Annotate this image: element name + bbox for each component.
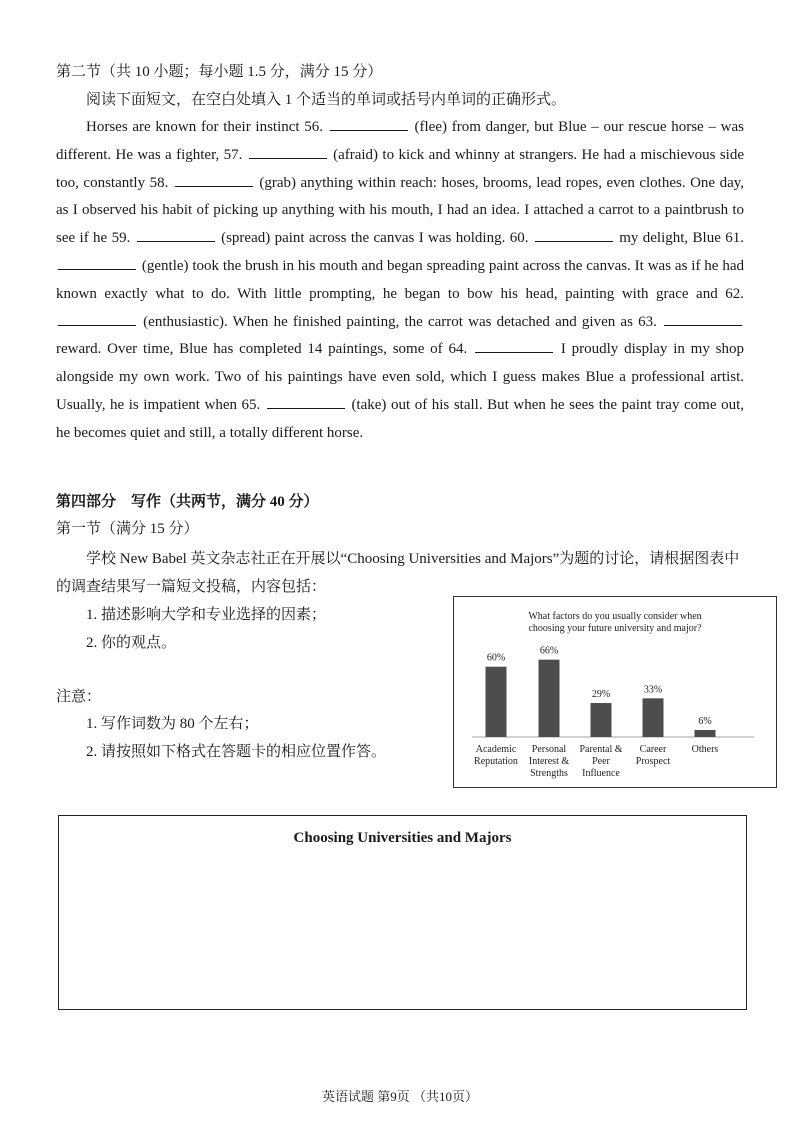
chart-category-label: Prospect — [635, 756, 671, 767]
answer-blank[interactable] — [137, 227, 215, 242]
answer-blank[interactable] — [664, 311, 742, 326]
passage-text: (flee) from danger, but Blue – our rescue horse – was different. He was a fighter, 57. — [56, 119, 745, 163]
answer-blank[interactable] — [475, 338, 553, 353]
chart-category-label: Peer — [592, 756, 610, 767]
answer-blank[interactable] — [330, 116, 408, 131]
part-4-subtitle: 第一节（满分 15 分） — [56, 521, 199, 537]
passage-text: (enthusiastic). When he finished painting, the carrot was detached and given as 63. — [138, 313, 662, 330]
answer-blank[interactable] — [58, 255, 136, 270]
chart-category-label: Influence — [582, 768, 620, 779]
writing-task-intro — [56, 545, 746, 601]
chart-value-label: 29% — [591, 689, 611, 701]
passage-text: Horses are known for their instinct 56. — [86, 119, 328, 135]
requirements-list — [86, 601, 326, 657]
notes-label: 注意： — [56, 689, 102, 705]
chart-bar — [695, 730, 716, 737]
passage-text: I proudly display in my shop alongside my own work. Two of his paintings have even sold, which I guess makes Blue a professional artist. Usually, he is impatient when 65. — [56, 341, 744, 413]
chart-title-line: choosing your future university and major? — [528, 623, 702, 634]
passage-text: (afraid) to kick and whinny at strangers. He had a mischievous side too, constantly 58. — [56, 146, 744, 191]
writing-task-text: 学校 New Babel 英文杂志社正在开展以“Choosing Universities and Majors”为题的讨论，请根据图表中的调查结果写一篇短文投稿，内容包括： — [56, 551, 740, 595]
answer-blank[interactable] — [249, 144, 327, 159]
chart-bar — [539, 660, 560, 737]
page-footer: 英语试题 第9页 （共10页） — [321, 1089, 478, 1104]
passage-text: (take) out of his stall. But when he sees the paint tray come out, he becomes quiet and still, a totally different horse. — [56, 396, 744, 441]
requirement-item: 2. 你的观点。 — [86, 635, 177, 651]
chart-title-line: What factors do you usually consider when — [528, 611, 702, 622]
passage-text: (grab) anything within reach: hoses, brooms, lead ropes, even clothes. One day, as I observed his habit of picking up anything with his mouth, I had an idea. I attached a carrot to a paintbrush to see if he 59. — [56, 174, 745, 247]
part-4-title: 第四部分 写作（共两节，满分 40 分） — [56, 494, 319, 510]
requirement-item: 1. 描述影响大学和专业选择的因素； — [86, 607, 327, 623]
chart-bar — [591, 703, 612, 737]
answer-blank[interactable] — [535, 227, 613, 242]
answer-blank[interactable] — [175, 172, 253, 187]
passage-text: my delight, Blue 61. — [614, 230, 744, 247]
section-2-title: 第二节（共 10 小题；每小题 1.5 分，满分 15 分） — [56, 64, 383, 80]
chart-svg — [454, 597, 776, 787]
answer-blank[interactable] — [58, 311, 136, 326]
chart-category-label: Personal — [531, 744, 567, 755]
chart-category-label: Academic — [475, 744, 517, 755]
chart-value-label: 66% — [539, 645, 559, 657]
chart-category-label: Others — [691, 744, 719, 755]
answer-blank[interactable] — [267, 394, 345, 409]
chart-value-label: 60% — [486, 652, 506, 664]
note-item: 2. 请按照如下格式在答题卡的相应位置作答。 — [86, 744, 387, 760]
chart-category-label: Reputation — [474, 756, 518, 767]
chart-value-label: 33% — [643, 684, 663, 696]
chart-value-label: 6% — [698, 715, 712, 727]
chart-category-label: Strengths — [530, 768, 568, 779]
chart-category-label: Parental & — [579, 744, 623, 755]
cloze-passage — [56, 114, 744, 448]
survey-bar-chart — [453, 596, 777, 788]
chart-bar — [486, 667, 507, 737]
passage-text: (spread) paint across the canvas I was holding. 60. — [216, 230, 533, 247]
chart-category-label: Career — [639, 744, 667, 755]
passage-text: (gentle) took the brush in his mouth and began spreading paint across the canvas. It was as if he had known exactly what to do. With little prompting, he began to bow his head, painting with grace and 62. — [56, 257, 744, 302]
answer-box-title: Choosing Universities and Majors — [293, 830, 512, 846]
passage-text: reward. Over time, Blue has completed 14 paintings, some of 64. — [56, 341, 474, 358]
answer-box[interactable] — [58, 815, 747, 1010]
chart-bar — [643, 698, 664, 737]
chart-category-label: Interest & — [528, 756, 570, 767]
notes-list — [86, 710, 386, 766]
note-item: 1. 写作词数为 80 个左右； — [86, 716, 259, 732]
section-2-instruction: 阅读下面短文，在空白处填入 1 个适当的单词或括号内单词的正确形式。 — [86, 92, 567, 108]
